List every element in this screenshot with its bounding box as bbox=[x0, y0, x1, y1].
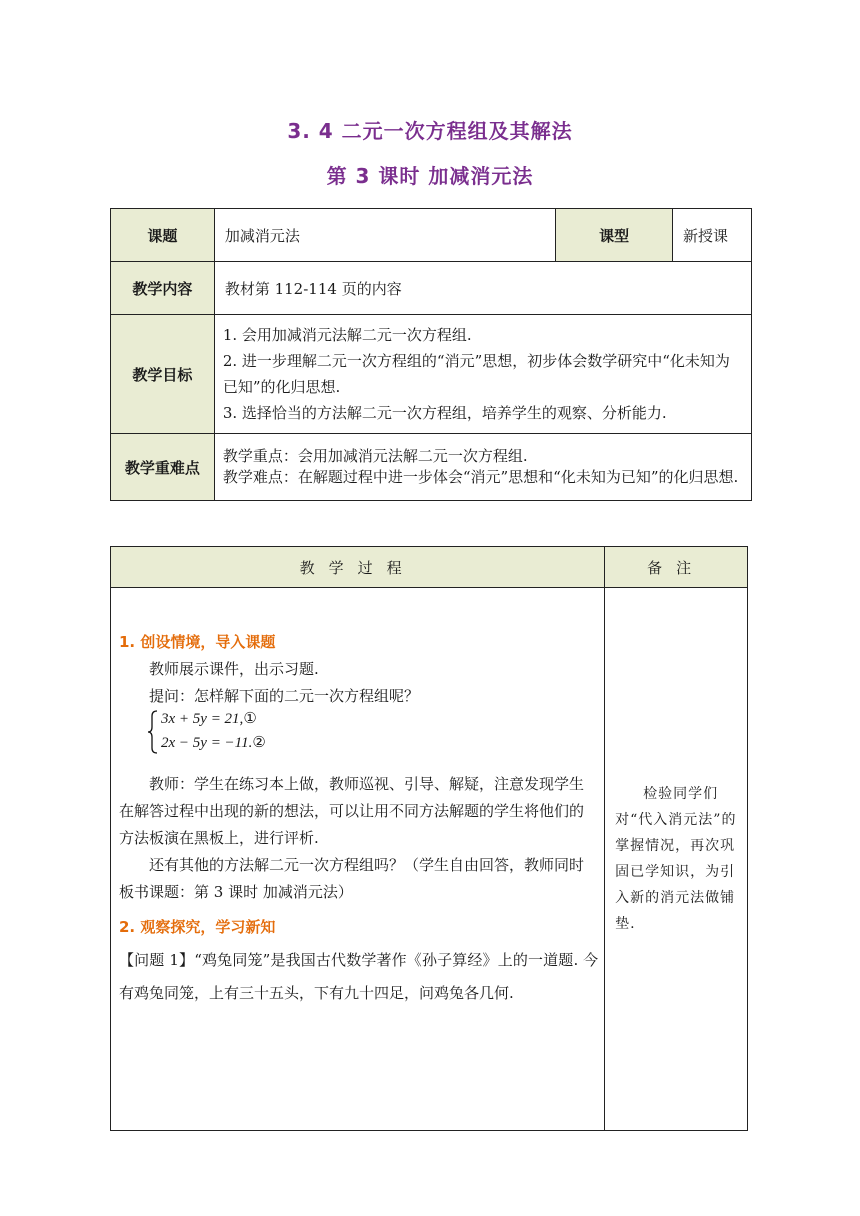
topic-value: 加减消元法 bbox=[214, 209, 555, 262]
process-paragraph: 提问：怎样解下面的二元一次方程组呢？ bbox=[149, 687, 420, 705]
lesson-title: 3. 4 二元一次方程组及其解法 bbox=[287, 119, 573, 143]
problem-1: 【问题 1】“鸡兔同笼”是我国古代数学著作《孙子算经》上的一道题. 今有鸡兔同笼，上有三十五头，下有九十四足，问鸡兔各几何. bbox=[119, 951, 599, 1002]
topic-label: 课题 bbox=[111, 209, 215, 262]
left-brace-icon bbox=[147, 710, 159, 754]
type-label: 课型 bbox=[556, 209, 673, 262]
process-column-header: 教学过程 bbox=[111, 547, 605, 588]
notes-cell bbox=[605, 588, 748, 1131]
lesson-info-table bbox=[110, 208, 752, 501]
equation-system bbox=[147, 708, 387, 756]
difficulty-label: 教学重难点 bbox=[111, 434, 215, 501]
process-paragraph: 教师展示课件，出示习题. bbox=[149, 660, 319, 678]
content-value: 教材第 112-114 页的内容 bbox=[214, 262, 751, 315]
goals-list bbox=[214, 315, 751, 434]
goal-item: 2. 进一步理解二元一次方程组的“消元”思想，初步体会数学研究中“化未知为已知”的化归思想. bbox=[222, 352, 730, 396]
equation-2 bbox=[161, 733, 266, 752]
section2-title: 2. 观察探究，学习新知 bbox=[119, 918, 276, 936]
goals-label: 教学目标 bbox=[111, 315, 215, 434]
process-content-cell bbox=[111, 588, 605, 1131]
notes-column-header: 备注 bbox=[605, 547, 748, 588]
circled-number-1: ① bbox=[243, 711, 257, 727]
key-point: 教学重点：会用加减消元法解二元一次方程组. bbox=[222, 447, 528, 465]
process-paragraph: 还有其他的方法解二元一次方程组吗？（学生自由回答，教师同时板书课题：第 3 课时 加减消元法） bbox=[119, 856, 585, 901]
section1-title: 1. 创设情境，导入课题 bbox=[119, 633, 276, 651]
goal-item: 1. 会用加减消元法解二元一次方程组. bbox=[222, 326, 472, 344]
teaching-process-table bbox=[110, 546, 748, 1131]
difficulty-content bbox=[214, 434, 751, 501]
content-label: 教学内容 bbox=[111, 262, 215, 315]
difficult-point: 教学难点：在解题过程中进一步体会“消元”思想和“化未知为已知”的化归思想. bbox=[222, 468, 739, 486]
lesson-subtitle: 第 3 课时 加减消元法 bbox=[326, 164, 534, 188]
equation-1 bbox=[161, 709, 257, 728]
type-value: 新授课 bbox=[673, 209, 752, 262]
equation-1-expr: 3x + 5y = 21, bbox=[161, 711, 244, 727]
teaching-note: 检验同学们对“代入消元法”的掌握情况，再次巩固已学知识，为引入新的消元法做铺垫. bbox=[615, 786, 737, 932]
equation-2-expr: 2x − 5y = −11. bbox=[161, 735, 253, 751]
circled-number-2: ② bbox=[252, 735, 266, 751]
goal-item: 3. 选择恰当的方法解二元一次方程组，培养学生的观察、分析能力. bbox=[222, 404, 667, 422]
process-paragraph: 教师：学生在练习本上做，教师巡视、引导、解疑，注意发现学生在解答过程中出现的新的想法，可以让用不同方法解题的学生将他们的方法板演在黑板上，进行评析. bbox=[119, 775, 585, 847]
